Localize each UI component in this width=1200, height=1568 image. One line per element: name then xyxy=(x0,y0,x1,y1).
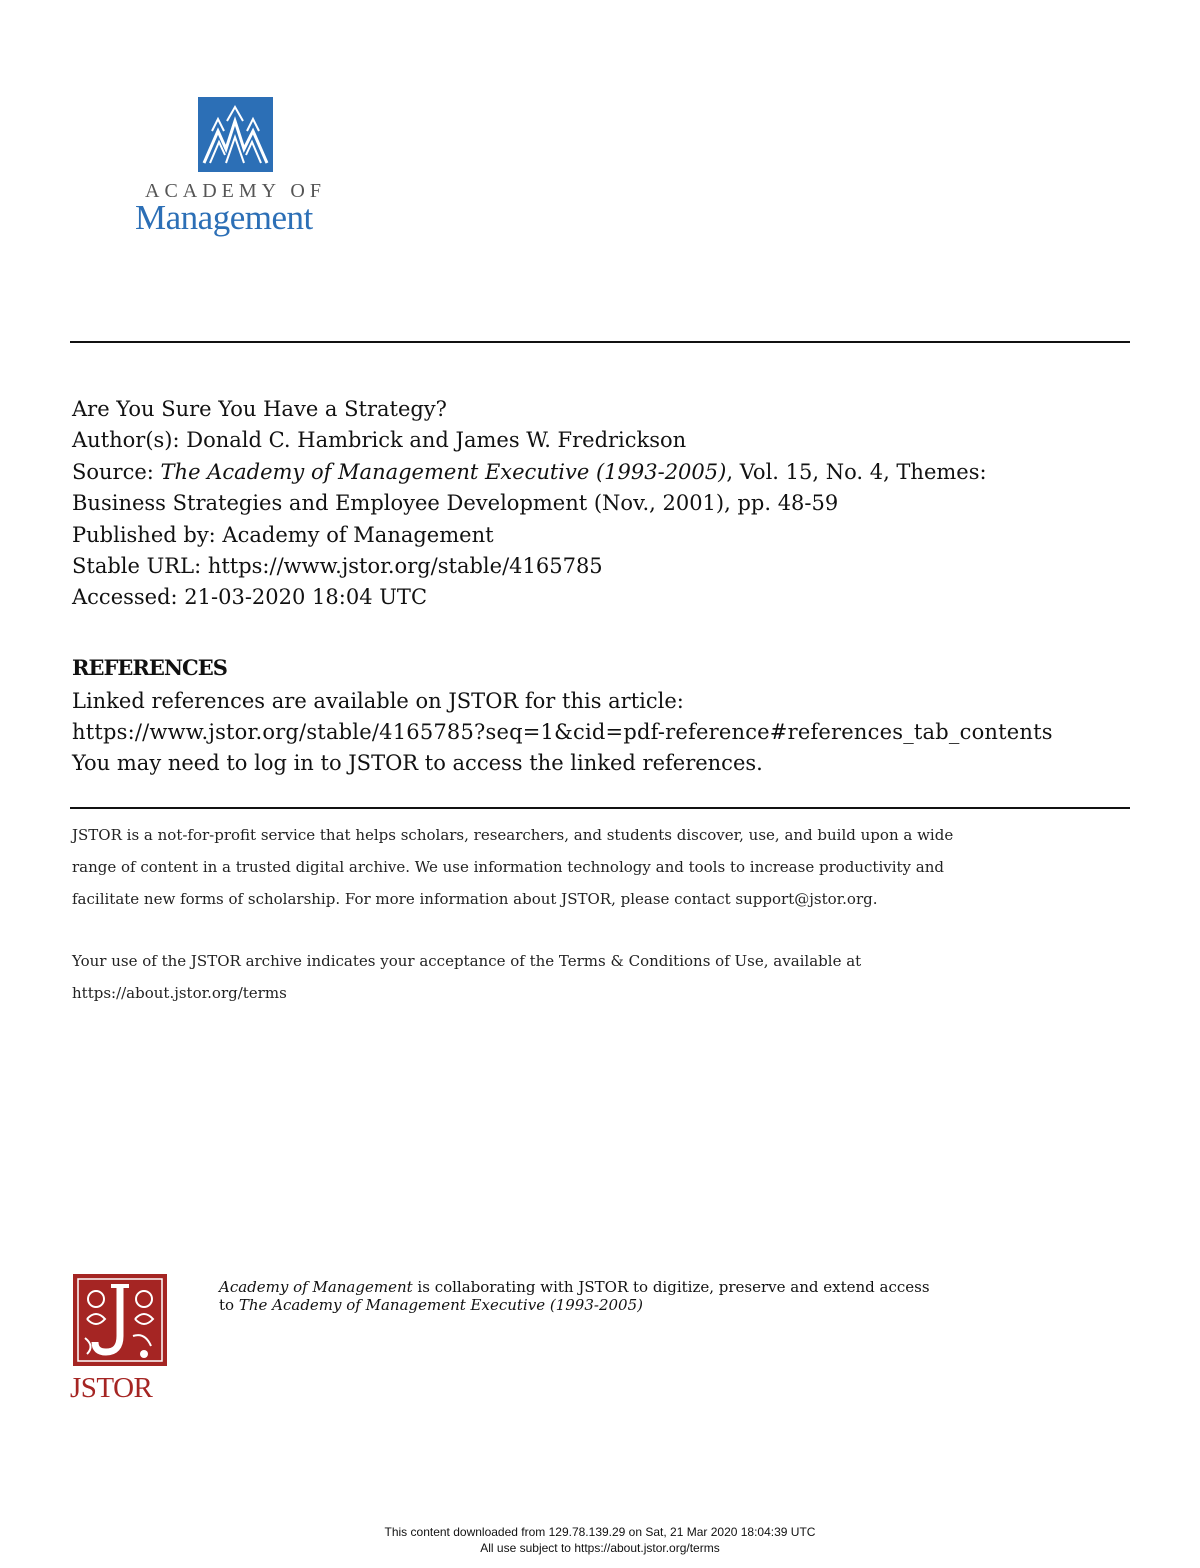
article-title: Are You Sure You Have a Strategy? xyxy=(72,397,447,421)
collaboration-statement xyxy=(219,1278,930,1314)
collaboration-prefix: to xyxy=(219,1296,239,1314)
article-stable-url[interactable]: Stable URL: https://www.jstor.org/stable/4165785 xyxy=(72,554,603,578)
references-intro: Linked references are available on JSTOR for this article: xyxy=(72,689,684,713)
references-block xyxy=(72,686,1053,779)
article-accessed: Accessed: 21-03-2020 18:04 UTC xyxy=(72,585,428,609)
notice-p1-line3: facilitate new forms of scholarship. For more information about JSTOR, please contact support@jstor.org. xyxy=(72,890,878,908)
collaboration-org: Academy of Management xyxy=(219,1278,413,1296)
notice-p1-line1: JSTOR is a not-for-profit service that helps scholars, researchers, and students discover, use, and build upon a wide xyxy=(72,826,954,844)
divider-top xyxy=(70,341,1130,343)
references-heading: REFERENCES xyxy=(72,655,227,680)
collaboration-line1 xyxy=(219,1278,930,1296)
notice-terms-link[interactable]: https://about.jstor.org/terms xyxy=(72,984,287,1002)
aom-logo-line1: ACADEMY OF xyxy=(145,180,326,202)
collaboration-rest: is collaborating with JSTOR to digitize, preserve and extend access xyxy=(412,1278,930,1296)
jstor-wordmark: JSTOR xyxy=(70,1372,153,1404)
footer-terms: All use subject to https://about.jstor.org/terms xyxy=(480,1541,720,1555)
jstor-ornament-icon xyxy=(73,1274,167,1366)
source-prefix: Source: xyxy=(72,460,161,484)
article-source xyxy=(72,457,987,488)
notice-p2-line1: Your use of the JSTOR archive indicates your acceptance of the Terms & Conditions of Use, available at xyxy=(72,952,862,970)
aom-logo-line2: Management xyxy=(135,198,313,237)
article-publisher: Published by: Academy of Management xyxy=(72,523,494,547)
source-rest: , Vol. 15, No. 4, Themes: xyxy=(726,460,987,484)
article-source-line2: Business Strategies and Employee Development (Nov., 2001), pp. 48-59 xyxy=(72,491,839,515)
aom-mountain-icon xyxy=(198,97,273,172)
divider-bottom xyxy=(70,807,1130,809)
references-login-note: You may need to log in to JSTOR to access the linked references. xyxy=(72,751,763,775)
collaboration-journal: The Academy of Management Executive (1993-2005) xyxy=(238,1296,643,1314)
notice-p1-line2: range of content in a trusted digital archive. We use information technology and tools to increase productivity and xyxy=(72,858,945,876)
download-footer xyxy=(0,1524,1200,1556)
article-authors: Author(s): Donald C. Hambrick and James W. Fredrickson xyxy=(72,428,687,452)
academy-of-management-logo xyxy=(135,97,350,247)
source-journal: The Academy of Management Executive (1993-2005) xyxy=(160,460,727,484)
jstor-logo xyxy=(70,1274,170,1409)
footer-download-info: This content downloaded from 129.78.139.29 on Sat, 21 Mar 2020 18:04:39 UTC xyxy=(384,1525,816,1539)
references-link[interactable]: https://www.jstor.org/stable/4165785?seq=1&cid=pdf-reference#references_tab_contents xyxy=(72,720,1053,744)
collaboration-line2 xyxy=(219,1296,930,1314)
